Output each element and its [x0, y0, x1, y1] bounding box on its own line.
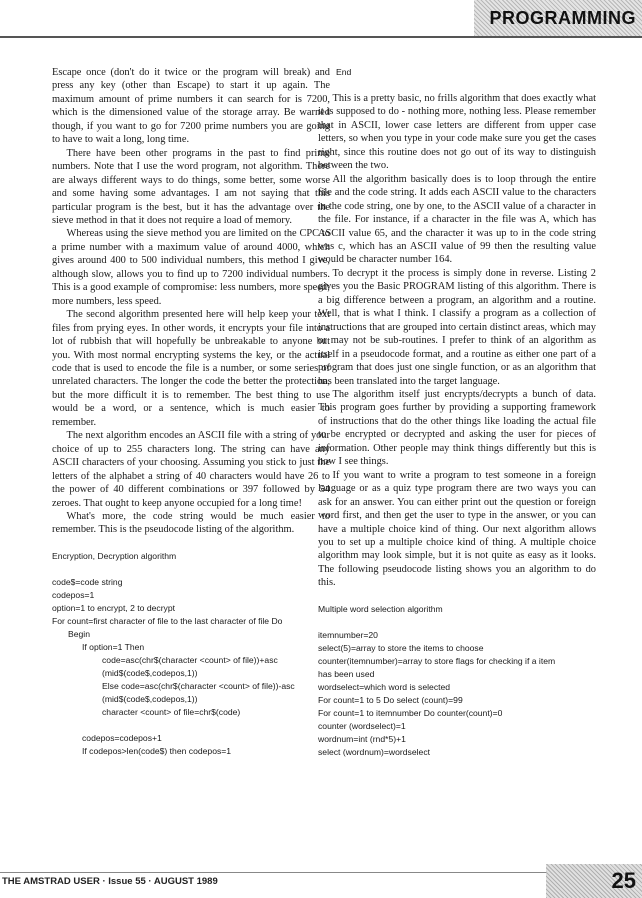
code-line: For count=1 to 5 Do select (count)=99	[318, 694, 463, 705]
code-line: select (wordnum)=wordselect	[318, 746, 430, 757]
code-line: (mid$(code$,codepos,1))	[102, 667, 198, 678]
code-line: wordselect=which word is selected	[318, 681, 451, 692]
code-line: For count=1 to itemnumber Do counter(count)=0	[318, 707, 503, 718]
paragraph: The algorithm itself just encrypts/decrypts a bunch of data. This program goes further by providing a supporting framework of instructions that do the other things like loading the actual file to be encrypted or decrypted and asking the user for pieces of information. Other people may think things differently but this is how I see things.	[318, 388, 596, 468]
section-header: PROGRAMMING	[489, 8, 636, 28]
code-line: character <count> of file=chr$(code)	[102, 706, 241, 717]
code-line: counter (wordselect)=1	[318, 720, 406, 731]
end-line: End	[336, 67, 352, 77]
code-line: Else code=asc(chr$(character <count> of file))-asc	[102, 680, 295, 691]
code-line: counter(itemnumber)=array to store flags for checking if a item	[318, 655, 556, 666]
paragraph: To decrypt it the process is simply done in reverse. Listing 2 gives you the Basic PROGRAM listing of this algorithm. There is a big difference between a program, an algorithm and a routine. Well, that is what I think. I classify a program as a collection of instructions that are grouped into certain distinct areas, which may or may not be sub-routines. I prefer to think of an algorithm as itself in a pseudocode format, and a routine as either one part of a program that does just one single function, or as an algorithm that has been translated into the target language.	[318, 267, 596, 387]
paragraph: If you want to write a program to test someone in a foreign language or as a quiz type program there are two ways you can ask for an answer. You can either print out the question or foreign word first, and then get the user to type in the answer, or you can have a multiple choice kind of thing. Our next algorithm allows you to set up a multiple choice kind of thing. A multiple choice algorithm may look simple, but it is not quite as easy as it looks. The following pseudocode listing shows you an algorithm to do this.	[318, 469, 596, 589]
code-line: option=1 to encrypt, 2 to decrypt	[52, 602, 176, 613]
paragraph: The next algorithm encodes an ASCII file with a string of your choice of up to 255 characters long. The string can have any ASCII characters of your choosing. Assuming you stick to just the letters of the alphabet a string of 40 characters would have 26 to the power of 40 different combinations or 397 followed by 54 zeroes. That ought to keep anyone occupied for a long time!	[52, 430, 330, 509]
header-divider	[0, 36, 642, 38]
code-line: wordnum=int (rnd*5)+1	[318, 733, 406, 744]
code-line: itemnumber=20	[318, 629, 378, 640]
paragraph: This is a pretty basic, no frills algorithm that does exactly what it is supposed to do - nothing more, nothing less. Please remember that in ASCII, lower case letters are different from upper case letters, so when you type in your code make sure you get the cases right, since this routine does not go out of its way to distinguish between the two.	[318, 93, 596, 172]
code-line: Begin	[68, 628, 90, 639]
page-number: 25	[611, 868, 636, 893]
paragraph: Escape once (don't do it twice or the program will break) and press any key (other than Escape) to start it up again. The maximum amount of prime numbers it can search for is 7200, which is the dimensioned value of the storage array. Be warned though, if you want to go for 7200 prime numbers you are going to have to wait a long, long time.	[52, 67, 330, 146]
code-line: select(5)=array to store the items to choose	[318, 642, 484, 653]
paragraph: All the algorithm basically does is to loop through the entire file and the code string. It adds each ASCII value to the characters in the code string, one by one, to the ASCII value of a character in the file. For instance, if a character in the file was A, which has ASCII value 65, and the character it was up to in the code string was c, which has an ASCII value of 99 then the resulting value would be character number 164.	[318, 173, 596, 266]
code-line: If codepos>len(code$) then codepos=1	[82, 745, 232, 756]
listing-title: Encryption, Decryption algorithm	[52, 550, 177, 561]
code-line: For count=first character of file to the last character of file Do	[52, 615, 283, 626]
paragraph: Whereas using the sieve method you are limited on the CPC to a prime number with a maximum value of around 4000, which gives around 400 to 500 individual numbers, this method I give, although slow, allows you to find up to 7200 individual numbers. This is a good example of compromise: less numbers, more speed; more numbers, less speed.	[52, 228, 330, 307]
code-line: codepos=codepos+1	[82, 732, 162, 743]
encryption-pseudocode-listing	[52, 550, 330, 758]
right-column	[318, 66, 596, 759]
code-line: code$=code string	[52, 576, 123, 587]
publication-footer: THE AMSTRAD USER · Issue 55 · AUGUST 1989	[2, 876, 218, 887]
code-line: code=asc(chr$(character <count> of file))+asc	[102, 654, 278, 665]
code-line: (mid$(code$,codepos,1))	[102, 693, 198, 704]
code-line: has been used	[318, 668, 375, 679]
multiple-choice-pseudocode-listing	[318, 603, 596, 759]
code-line: codepos=1	[52, 589, 95, 600]
paragraph: What's more, the code string would be much easier to remember. This is the pseudocode listing of the algorithm.	[52, 510, 330, 536]
paragraph: There have been other programs in the past to find prime numbers. Note that I use the word program, not algorithm. There are always different ways to do things, some better, some worse and some having some advantages. I am not saying that this particular program is the best, but it has the advantage over the sieve method in that it does not require a load of memory.	[52, 147, 330, 226]
left-column	[52, 66, 330, 758]
paragraph: The second algorithm presented here will help keep your text files from prying eyes. In other words, it encrypts your file into a lot of rubbish that will hopefully be unbreakable to anyone but you. With most normal encrypting systems the key, or the actual code that is used to encode the file is a number, or some series of unrelated characters. The longer the code the better the protection, but the more difficult it is to remember. The best thing to use would be a word, or a sentence, which is much easier to remember.	[52, 309, 330, 428]
code-line: If option=1 Then	[82, 641, 145, 652]
listing-title: Multiple word selection algorithm	[318, 603, 443, 614]
